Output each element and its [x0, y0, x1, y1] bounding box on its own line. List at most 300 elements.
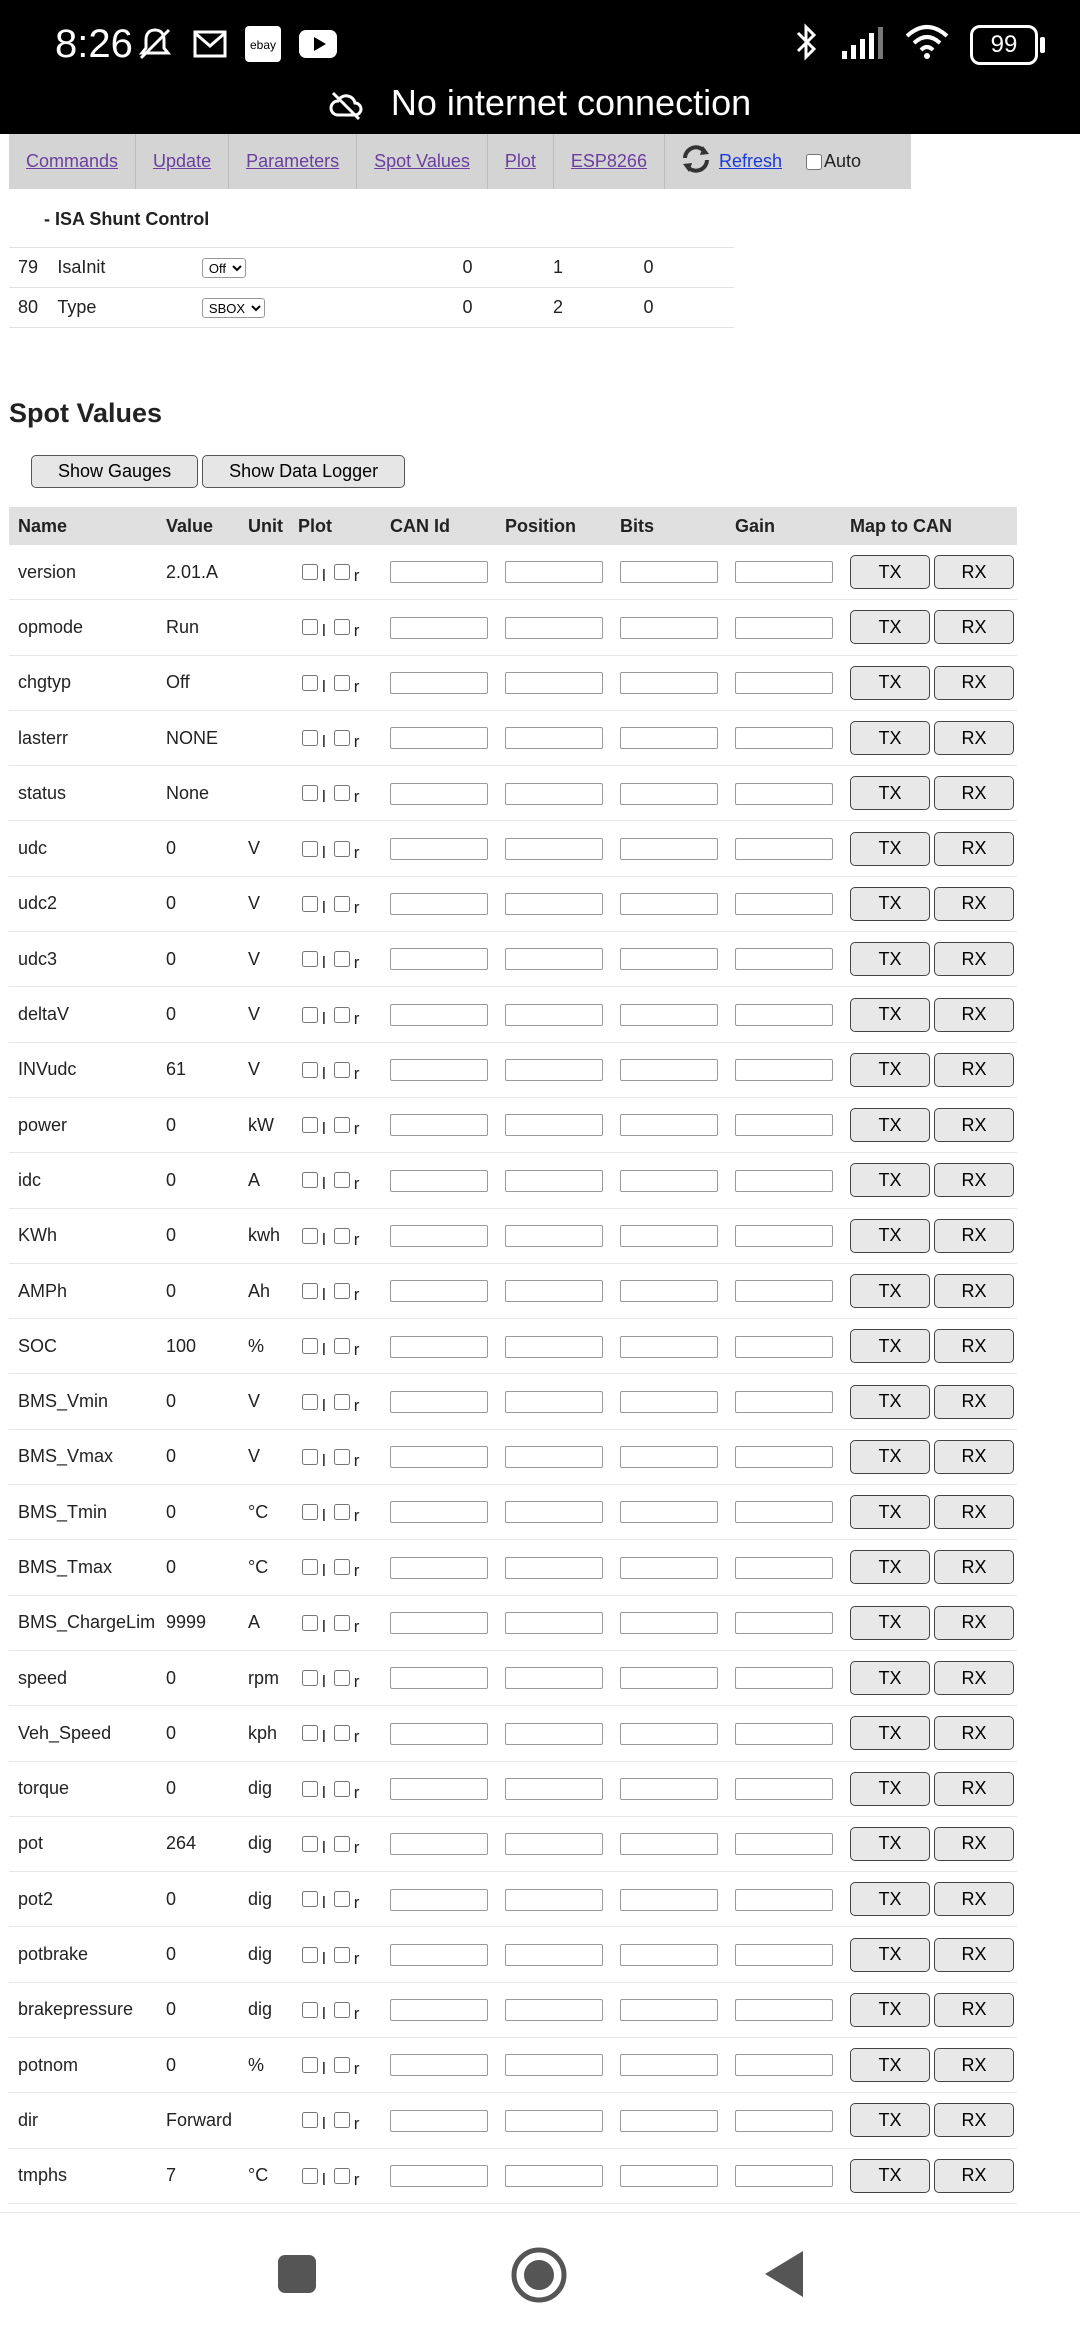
bits-input[interactable] — [620, 1391, 718, 1413]
map-to-can-buttons — [850, 1993, 1014, 2027]
bits-input[interactable] — [620, 1889, 718, 1911]
plot-left-checkbox[interactable] — [302, 896, 318, 912]
plot-right-label: r — [353, 1948, 360, 1968]
param-isainit-select[interactable] — [202, 258, 246, 278]
canid-input[interactable] — [390, 1114, 488, 1136]
bits-input[interactable] — [620, 2054, 718, 2076]
rx-button[interactable]: RX — [934, 887, 1014, 921]
plot-right-label: r — [353, 1063, 360, 1083]
gain-input[interactable] — [735, 1114, 833, 1136]
rx-button[interactable]: RX — [934, 1550, 1014, 1584]
plot-right-checkbox[interactable] — [334, 1504, 350, 1520]
plot-left-label: l — [322, 1119, 326, 1139]
bits-input[interactable] — [620, 1944, 718, 1966]
plot-left-label: l — [322, 1174, 326, 1194]
bits-input[interactable] — [620, 838, 718, 860]
plot-left-checkbox[interactable] — [302, 1504, 318, 1520]
plot-left-checkbox[interactable] — [302, 951, 318, 967]
spot-name: KWh — [18, 1225, 58, 1246]
spot-unit: dig — [248, 1888, 273, 1909]
position-input[interactable] — [505, 1667, 603, 1689]
bits-input[interactable] — [620, 1833, 718, 1855]
canid-input[interactable] — [390, 617, 488, 639]
tx-button[interactable]: TX — [850, 1827, 930, 1861]
plot-right-checkbox[interactable] — [334, 1449, 350, 1465]
bits-input[interactable] — [620, 1004, 718, 1026]
canid-input[interactable] — [390, 1391, 488, 1413]
position-input[interactable] — [505, 1557, 603, 1579]
position-input[interactable] — [505, 1114, 603, 1136]
home-button[interactable] — [511, 2247, 567, 2308]
plot-right-checkbox[interactable] — [334, 564, 350, 580]
position-input[interactable] — [505, 1778, 603, 1800]
tx-button[interactable]: TX — [850, 2048, 930, 2082]
tx-button[interactable]: TX — [850, 1661, 930, 1695]
plot-right-checkbox[interactable] — [334, 1394, 350, 1410]
plot-left-label: l — [322, 1561, 326, 1581]
plot-left-label: l — [322, 1285, 326, 1304]
plot-left-checkbox[interactable] — [302, 1117, 318, 1133]
bits-input[interactable] — [620, 1059, 718, 1081]
gain-input[interactable] — [735, 1723, 833, 1745]
tx-button[interactable]: TX — [850, 2159, 930, 2193]
plot-left-checkbox[interactable] — [302, 1670, 318, 1686]
rx-button[interactable]: RX — [934, 1882, 1014, 1916]
plot-right-checkbox[interactable] — [334, 1283, 350, 1299]
tx-button[interactable]: TX — [850, 1716, 930, 1750]
gain-input[interactable] — [735, 1778, 833, 1800]
plot-left-checkbox[interactable] — [302, 619, 318, 635]
gain-input[interactable] — [735, 1170, 833, 1192]
position-input[interactable] — [505, 893, 603, 915]
bits-input[interactable] — [620, 1501, 718, 1523]
gain-input[interactable] — [735, 1612, 833, 1634]
canid-input[interactable] — [390, 1446, 488, 1468]
plot-right-checkbox[interactable] — [334, 841, 350, 857]
position-input[interactable] — [505, 948, 603, 970]
gain-input[interactable] — [735, 1059, 833, 1081]
bits-input[interactable] — [620, 1999, 718, 2021]
position-input[interactable] — [505, 1004, 603, 1026]
bits-input[interactable] — [620, 783, 718, 805]
canid-input[interactable] — [390, 2165, 488, 2187]
spot-value: 0 — [166, 1501, 177, 1522]
tx-button[interactable]: TX — [850, 1938, 930, 1972]
plot-left-checkbox[interactable] — [302, 1062, 318, 1078]
plot-left-checkbox[interactable] — [302, 564, 318, 580]
bits-input[interactable] — [620, 1778, 718, 1800]
position-input[interactable] — [505, 1391, 603, 1413]
rx-button[interactable]: RX — [934, 2103, 1014, 2137]
rx-button[interactable]: RX — [934, 721, 1014, 755]
canid-input[interactable] — [390, 1778, 488, 1800]
rx-button[interactable]: RX — [934, 2048, 1014, 2082]
tx-button[interactable]: TX — [850, 555, 930, 589]
plot-right-checkbox[interactable] — [334, 1615, 350, 1631]
nav-spot-values[interactable]: Spot Values — [357, 134, 488, 189]
plot-left-checkbox[interactable] — [302, 1947, 318, 1963]
spot-name: potbrake — [18, 1944, 89, 1965]
bits-input[interactable] — [620, 617, 718, 639]
gain-input[interactable] — [735, 1336, 833, 1358]
position-input[interactable] — [505, 1336, 603, 1358]
gain-input[interactable] — [735, 672, 833, 694]
canid-input[interactable] — [390, 672, 488, 694]
tx-button[interactable]: TX — [850, 1219, 930, 1253]
gain-input[interactable] — [735, 1280, 833, 1302]
bits-input[interactable] — [620, 1557, 718, 1579]
rx-button[interactable]: RX — [934, 555, 1014, 589]
gain-input[interactable] — [735, 2054, 833, 2076]
canid-input[interactable] — [390, 1170, 488, 1192]
auto-refresh-toggle[interactable] — [796, 151, 861, 172]
plot-right-checkbox[interactable] — [334, 730, 350, 746]
position-input[interactable] — [505, 561, 603, 583]
recents-button[interactable] — [276, 2253, 318, 2300]
gain-input[interactable] — [735, 1225, 833, 1247]
position-input[interactable] — [505, 1446, 603, 1468]
tx-button[interactable]: TX — [850, 1329, 930, 1363]
position-input[interactable] — [505, 1501, 603, 1523]
position-input[interactable] — [505, 1280, 603, 1302]
plot-left-checkbox[interactable] — [302, 1781, 318, 1797]
plot-right-checkbox[interactable] — [334, 1670, 350, 1686]
canid-input[interactable] — [390, 1225, 488, 1247]
spot-unit: V — [248, 893, 261, 914]
position-input[interactable] — [505, 1225, 603, 1247]
position-input[interactable] — [505, 1059, 603, 1081]
gain-input[interactable] — [735, 1833, 833, 1855]
position-input[interactable] — [505, 672, 603, 694]
plot-left-checkbox[interactable] — [302, 1007, 318, 1023]
gain-input[interactable] — [735, 1391, 833, 1413]
position-input[interactable] — [505, 1999, 603, 2021]
plot-left-label: l — [322, 1616, 326, 1636]
bits-input[interactable] — [620, 1336, 718, 1358]
gain-input[interactable] — [735, 783, 833, 805]
map-to-can-buttons — [850, 610, 1014, 644]
bits-input[interactable] — [620, 2165, 718, 2187]
param-name: IsaInit — [57, 257, 106, 277]
show-gauges-button[interactable]: Show Gauges — [31, 455, 198, 488]
rx-button[interactable]: RX — [934, 1606, 1014, 1640]
position-input[interactable] — [505, 727, 603, 749]
canid-input[interactable] — [390, 893, 488, 915]
plot-right-checkbox[interactable] — [334, 1725, 350, 1741]
plot-left-checkbox[interactable] — [302, 1283, 318, 1299]
plot-right-checkbox[interactable] — [334, 1559, 350, 1575]
plot-left-checkbox[interactable] — [302, 1228, 318, 1244]
bits-input[interactable] — [620, 1225, 718, 1247]
canid-input[interactable] — [390, 1557, 488, 1579]
rx-button[interactable]: RX — [934, 942, 1014, 976]
gain-input[interactable] — [735, 2165, 833, 2187]
plot-left-checkbox[interactable] — [302, 2112, 318, 2128]
canid-input[interactable] — [390, 2054, 488, 2076]
plot-left-checkbox[interactable] — [302, 1836, 318, 1852]
tx-button[interactable]: TX — [850, 1993, 930, 2027]
tx-button[interactable]: TX — [850, 998, 930, 1032]
tx-button[interactable]: TX — [850, 1053, 930, 1087]
bits-input[interactable] — [620, 893, 718, 915]
gain-input[interactable] — [735, 1557, 833, 1579]
gain-input[interactable] — [735, 948, 833, 970]
plot-left-checkbox[interactable] — [302, 1449, 318, 1465]
plot-right-label: r — [353, 1119, 360, 1139]
spot-row-udc — [9, 821, 1017, 876]
tx-button[interactable]: TX — [850, 1440, 930, 1474]
plot-left-checkbox[interactable] — [302, 1338, 318, 1354]
canid-input[interactable] — [390, 1280, 488, 1302]
tx-button[interactable]: TX — [850, 1882, 930, 1916]
nav-esp8266[interactable]: ESP8266 — [554, 134, 665, 189]
plot-controls — [298, 1502, 390, 1526]
bits-input[interactable] — [620, 1667, 718, 1689]
canid-input[interactable] — [390, 561, 488, 583]
plot-left-label: l — [322, 2003, 326, 2023]
bits-input[interactable] — [620, 1612, 718, 1634]
tx-button[interactable]: TX — [850, 776, 930, 810]
refresh-link[interactable] — [665, 144, 796, 179]
rx-button[interactable]: RX — [934, 1772, 1014, 1806]
rx-button[interactable]: RX — [934, 1440, 1014, 1474]
rx-button[interactable]: RX — [934, 1716, 1014, 1750]
spot-unit: dig — [248, 1833, 273, 1854]
tx-button[interactable]: TX — [850, 1550, 930, 1584]
plot-right-checkbox[interactable] — [334, 2168, 350, 2184]
rx-button[interactable]: RX — [934, 610, 1014, 644]
position-input[interactable] — [505, 1170, 603, 1192]
plot-right-checkbox[interactable] — [334, 1007, 350, 1023]
canid-input[interactable] — [390, 1833, 488, 1855]
plot-right-checkbox[interactable] — [334, 675, 350, 691]
canid-input[interactable] — [390, 1612, 488, 1634]
position-input[interactable] — [505, 783, 603, 805]
plot-right-checkbox[interactable] — [334, 1062, 350, 1078]
plot-right-checkbox[interactable] — [334, 1172, 350, 1188]
bits-input[interactable] — [620, 1114, 718, 1136]
plot-right-checkbox[interactable] — [334, 2002, 350, 2018]
rx-button[interactable]: RX — [934, 776, 1014, 810]
position-input[interactable] — [505, 1612, 603, 1634]
plot-controls — [298, 1834, 390, 1857]
position-input[interactable] — [505, 1889, 603, 1911]
rx-button[interactable]: RX — [934, 1827, 1014, 1861]
param-value: 0 — [462, 297, 473, 317]
spot-value: 0 — [166, 1944, 177, 1965]
rx-button[interactable]: RX — [934, 666, 1014, 700]
tx-button[interactable]: TX — [850, 942, 930, 976]
bits-input[interactable] — [620, 948, 718, 970]
plot-right-checkbox[interactable] — [334, 951, 350, 967]
plot-right-checkbox[interactable] — [334, 1228, 350, 1244]
plot-left-checkbox[interactable] — [302, 2002, 318, 2018]
plot-left-checkbox[interactable] — [302, 2057, 318, 2073]
rx-button[interactable]: RX — [934, 2159, 1014, 2193]
bits-input[interactable] — [620, 1446, 718, 1468]
nav-update[interactable]: Update — [136, 134, 229, 189]
plot-controls — [298, 1723, 390, 1747]
map-to-can-buttons — [850, 2159, 1014, 2193]
canid-input[interactable] — [390, 1999, 488, 2021]
plot-right-checkbox[interactable] — [334, 1781, 350, 1797]
rx-button[interactable]: RX — [934, 1495, 1014, 1529]
plot-right-checkbox[interactable] — [334, 2057, 350, 2073]
nav-commands[interactable]: Commands — [9, 134, 136, 189]
gain-input[interactable] — [735, 1446, 833, 1468]
bits-input[interactable] — [620, 561, 718, 583]
rx-button[interactable]: RX — [934, 1329, 1014, 1363]
tx-button[interactable]: TX — [850, 887, 930, 921]
tx-button[interactable]: TX — [850, 1495, 930, 1529]
rx-button[interactable]: RX — [934, 1108, 1014, 1142]
position-input[interactable] — [505, 1944, 603, 1966]
plot-right-checkbox[interactable] — [334, 2112, 350, 2128]
param-type-select[interactable] — [202, 298, 265, 318]
tx-button[interactable]: TX — [850, 721, 930, 755]
refresh-label[interactable]: Refresh — [718, 151, 782, 171]
plot-left-checkbox[interactable] — [302, 730, 318, 746]
signal-icon — [840, 25, 884, 64]
spot-name: pot — [18, 1833, 44, 1854]
gain-input[interactable] — [735, 617, 833, 639]
canid-input[interactable] — [390, 838, 488, 860]
canid-input[interactable] — [390, 783, 488, 805]
gain-input[interactable] — [735, 1889, 833, 1911]
back-button[interactable] — [763, 2249, 805, 2304]
tx-button[interactable]: TX — [850, 1606, 930, 1640]
plot-left-checkbox[interactable] — [302, 675, 318, 691]
plot-right-checkbox[interactable] — [334, 785, 350, 801]
bits-input[interactable] — [620, 727, 718, 749]
rx-button[interactable]: RX — [934, 1053, 1014, 1087]
gain-input[interactable] — [735, 838, 833, 860]
bits-input[interactable] — [620, 2110, 718, 2132]
gain-input[interactable] — [735, 1501, 833, 1523]
plot-left-checkbox[interactable] — [302, 1725, 318, 1741]
plot-left-checkbox[interactable] — [302, 2168, 318, 2184]
canid-input[interactable] — [390, 1667, 488, 1689]
canid-input[interactable] — [390, 2110, 488, 2132]
plot-right-label: r — [353, 566, 360, 586]
param-number: 80 — [18, 297, 39, 317]
gain-input[interactable] — [735, 727, 833, 749]
position-input[interactable] — [505, 2165, 603, 2187]
canid-input[interactable] — [390, 1889, 488, 1911]
plot-controls — [298, 1392, 390, 1415]
rx-button[interactable]: RX — [934, 1385, 1014, 1419]
plot-left-checkbox[interactable] — [302, 1394, 318, 1410]
plot-right-label: r — [353, 1561, 360, 1581]
tx-button[interactable]: TX — [850, 1772, 930, 1806]
canid-input[interactable] — [390, 948, 488, 970]
plot-right-checkbox[interactable] — [334, 1891, 350, 1907]
plot-controls — [298, 1281, 390, 1304]
nav-plot[interactable]: Plot — [488, 134, 554, 189]
gain-input[interactable] — [735, 1004, 833, 1026]
spot-name: speed — [18, 1667, 68, 1688]
tx-button[interactable]: TX — [850, 2103, 930, 2137]
canid-input[interactable] — [390, 727, 488, 749]
tx-button[interactable]: TX — [850, 610, 930, 644]
rx-button[interactable]: RX — [934, 998, 1014, 1032]
tx-button[interactable]: TX — [850, 1163, 930, 1197]
position-input[interactable] — [505, 2054, 603, 2076]
show-data-logger-button[interactable]: Show Data Logger — [202, 455, 405, 488]
position-input[interactable] — [505, 838, 603, 860]
canid-input[interactable] — [390, 1059, 488, 1081]
plot-left-checkbox[interactable] — [302, 785, 318, 801]
canid-input[interactable] — [390, 1004, 488, 1026]
plot-left-label: l — [322, 1008, 326, 1028]
tx-button[interactable]: TX — [850, 832, 930, 866]
plot-right-checkbox[interactable] — [334, 1117, 350, 1133]
gain-input[interactable] — [735, 1999, 833, 2021]
bits-input[interactable] — [620, 1280, 718, 1302]
plot-right-checkbox[interactable] — [334, 619, 350, 635]
canid-input[interactable] — [390, 1501, 488, 1523]
map-to-can-buttons — [850, 1219, 1014, 1253]
gain-input[interactable] — [735, 561, 833, 583]
rx-button[interactable]: RX — [934, 832, 1014, 866]
gain-input[interactable] — [735, 893, 833, 915]
nav-parameters[interactable]: Parameters — [229, 134, 357, 189]
canid-input[interactable] — [390, 1723, 488, 1745]
tx-button[interactable]: TX — [850, 1385, 930, 1419]
spot-name: power — [18, 1114, 68, 1135]
position-input[interactable] — [505, 617, 603, 639]
plot-left-checkbox[interactable] — [302, 1172, 318, 1188]
plot-left-checkbox[interactable] — [302, 1615, 318, 1631]
plot-left-checkbox[interactable] — [302, 1559, 318, 1575]
plot-left-checkbox[interactable] — [302, 841, 318, 857]
bits-input[interactable] — [620, 1170, 718, 1192]
plot-right-checkbox[interactable] — [334, 1338, 350, 1354]
spot-value: 0 — [166, 1999, 177, 2020]
position-input[interactable] — [505, 2110, 603, 2132]
auto-checkbox[interactable] — [806, 154, 822, 170]
tx-button[interactable]: TX — [850, 1108, 930, 1142]
plot-left-checkbox[interactable] — [302, 1891, 318, 1907]
position-input[interactable] — [505, 1833, 603, 1855]
rx-button[interactable]: RX — [934, 1938, 1014, 1972]
map-to-can-buttons — [850, 1163, 1014, 1197]
rx-button[interactable]: RX — [934, 1219, 1014, 1253]
gain-input[interactable] — [735, 1944, 833, 1966]
plot-right-checkbox[interactable] — [334, 1836, 350, 1852]
spot-value: 0 — [166, 1391, 177, 1412]
gain-input[interactable] — [735, 2110, 833, 2132]
canid-input[interactable] — [390, 1336, 488, 1358]
rx-button[interactable]: RX — [934, 1163, 1014, 1197]
position-input[interactable] — [505, 1723, 603, 1745]
plot-right-label: r — [353, 2169, 360, 2189]
plot-right-checkbox[interactable] — [334, 896, 350, 912]
rx-button[interactable]: RX — [934, 1274, 1014, 1308]
rx-button[interactable]: RX — [934, 1993, 1014, 2027]
spot-row-kwh — [9, 1209, 1017, 1264]
rx-button[interactable]: RX — [934, 1661, 1014, 1695]
canid-input[interactable] — [390, 1944, 488, 1966]
tx-button[interactable]: TX — [850, 1274, 930, 1308]
bits-input[interactable] — [620, 1723, 718, 1745]
map-to-can-buttons — [850, 1550, 1014, 1584]
bits-input[interactable] — [620, 672, 718, 694]
tx-button[interactable]: TX — [850, 666, 930, 700]
refresh-icon[interactable] — [679, 144, 713, 179]
gain-input[interactable] — [735, 1667, 833, 1689]
plot-right-checkbox[interactable] — [334, 1947, 350, 1963]
